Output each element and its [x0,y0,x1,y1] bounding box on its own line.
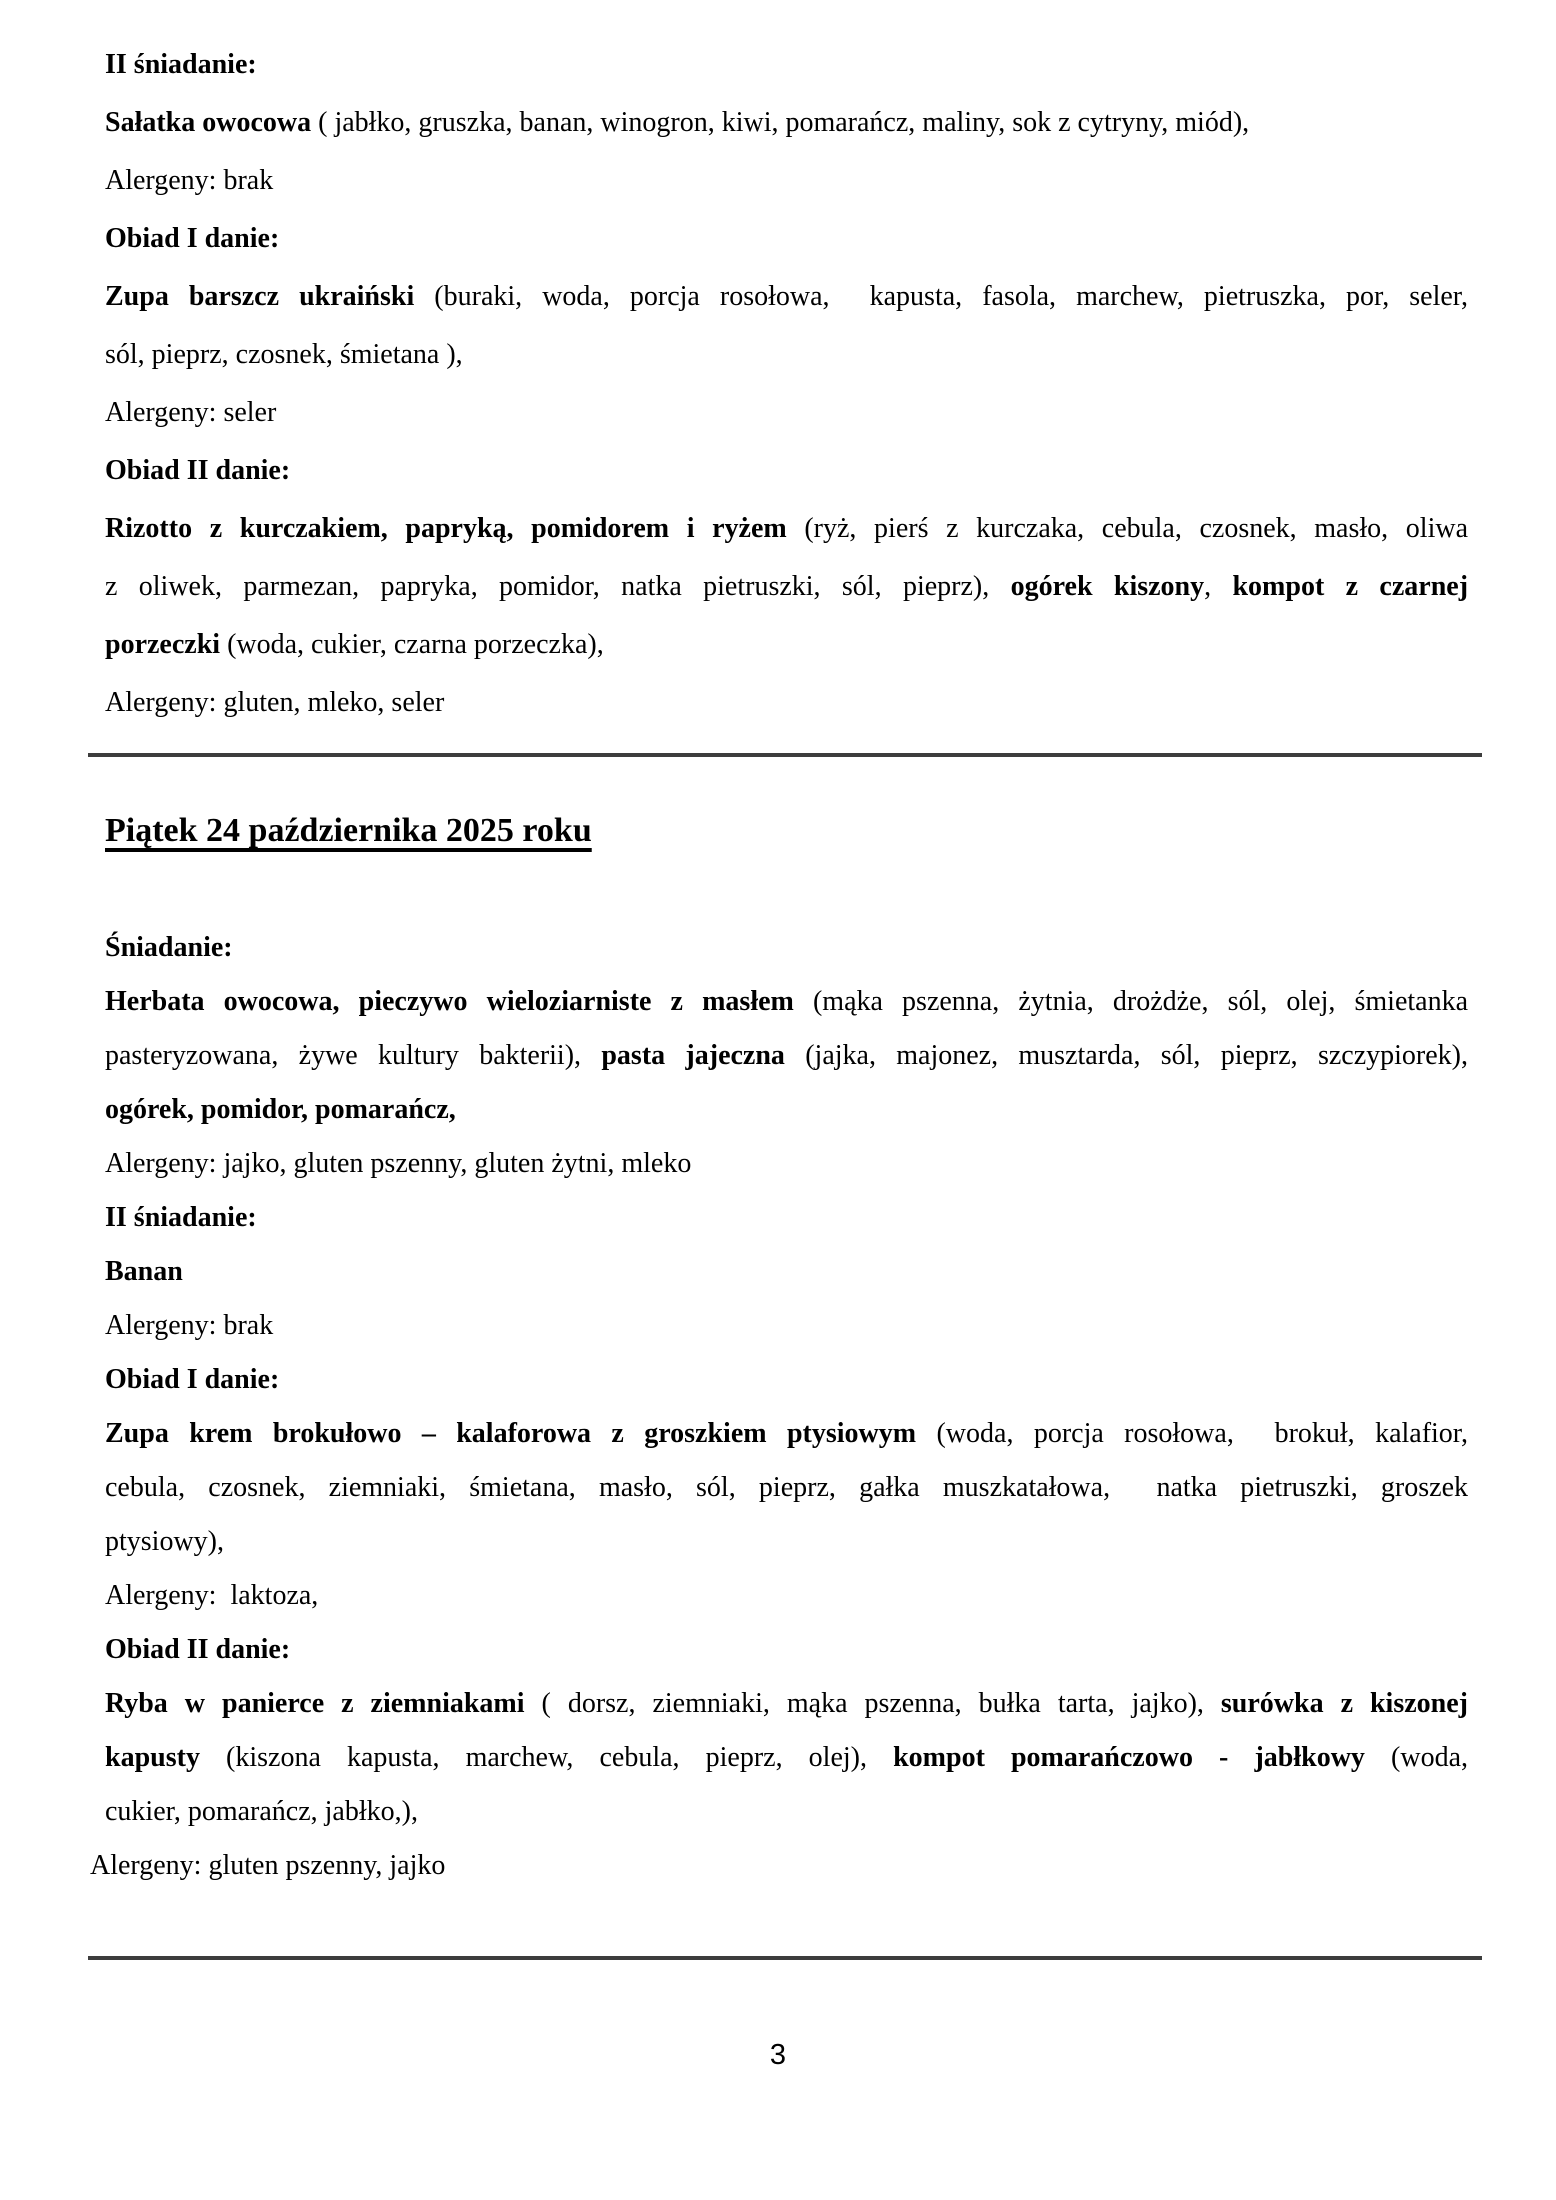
menu-line [105,1137,1468,1191]
menu-line [105,921,1468,975]
menu-line [105,268,1468,326]
text-run: (mąka pszenna, żytnia, drożdże, sól, olej, śmietanka [793,986,1469,1017]
menu-line [105,500,1468,558]
text-run: pasta jajeczna [601,1040,785,1071]
text-run: Obiad II danie: [105,1634,291,1665]
text-run: Banan [105,1256,183,1287]
menu-line [105,1407,1468,1461]
text-run: (jajka, majonez, musztarda, sól, pieprz, szczypiorek), [784,1040,1469,1071]
text-run: Herbata owocowa, pieczywo wieloziarniste z masłem [105,986,794,1017]
menu-line [105,152,1468,210]
text-run: pasteryzowana, żywe kultury bakterii), [105,1040,602,1071]
text-run: Alergeny: jajko, gluten pszenny, gluten żytni, mleko [105,1148,692,1179]
text-run: cukier, pomarańcz, jabłko,), [105,1796,418,1827]
menu-section-previous-day [105,36,1468,732]
text-run: II śniadanie: [105,49,257,80]
text-run: (buraki, woda, porcja rosołowa, kapusta, fasola, marchew, pietruszka, por, seler, [414,281,1469,312]
text-run: surówka z kiszonej [1220,1688,1468,1719]
menu-line [105,616,1468,674]
menu-line [105,1299,1468,1353]
menu-line [105,210,1468,268]
text-run: porzeczki [105,629,221,660]
menu-line [105,1515,1468,1569]
text-run: (woda, cukier, czarna porzeczka), [220,629,604,660]
text-run: Alergeny: gluten, mleko, seler [105,687,445,718]
menu-line [105,1677,1468,1731]
menu-line [105,1191,1468,1245]
menu-line [105,1083,1468,1137]
text-run: Obiad I danie: [105,1364,280,1395]
text-run: (woda, [1364,1742,1469,1773]
menu-line [105,558,1468,616]
text-run: (woda, porcja rosołowa, brokuł, kalafior, [916,1418,1469,1449]
menu-section-friday [90,921,1469,1893]
menu-line [105,1623,1468,1677]
text-run: kompot z czarnej [1232,571,1469,602]
text-run: Alergeny: gluten pszenny, jajko [90,1850,446,1881]
menu-line [105,1029,1468,1083]
text-run: (kiszona kapusta, marchew, cebula, pieprz, olej), [199,1742,894,1773]
menu-line [105,1731,1468,1785]
text-run: ogórek kiszony [1010,571,1205,602]
text-run: ( dorsz, ziemniaki, mąka pszenna, bułka tarta, jajko), [524,1688,1221,1719]
text-run: Sałatka owocowa [105,107,312,138]
menu-line [105,1569,1468,1623]
menu-line [105,674,1468,732]
menu-line [105,326,1468,384]
text-run: z oliwek, parmezan, papryka, pomidor, natka pietruszki, sól, pieprz), [105,571,1011,602]
text-run: Zupa krem brokułowo – kalaforowa z groszkiem ptysiowym [105,1418,917,1449]
menu-line [105,36,1468,94]
section-divider-rule [88,1956,1482,1960]
text-run: , [1204,571,1233,602]
menu-line [105,384,1468,442]
text-run: Obiad II danie: [105,455,291,486]
menu-line [105,442,1468,500]
text-run: kapusty [105,1742,200,1773]
text-run: Alergeny: brak [105,165,274,196]
menu-line [105,1353,1468,1407]
text-run: Alergeny: seler [105,397,277,428]
text-run: Alergeny: laktoza, [105,1580,319,1611]
text-run: sól, pieprz, czosnek, śmietana ), [105,339,463,370]
text-run: ( jabłko, gruszka, banan, winogron, kiwi, pomarańcz, maliny, sok z cytryny, miód), [311,107,1250,138]
text-run: Rizotto z kurczakiem, papryką, pomidorem i ryżem [105,513,787,544]
menu-line [105,94,1468,152]
menu-line [105,975,1468,1029]
page-number: 3 [769,2039,787,2071]
text-run: cebula, czosnek, ziemniaki, śmietana, masło, sól, pieprz, gałka muszkatałowa, natka pietruszki, groszek [105,1472,1468,1503]
section-divider-rule [88,753,1482,757]
text-run: Zupa barszcz ukraiński [105,281,415,312]
text-run: ogórek, pomidor, pomarańcz, [105,1094,456,1125]
text-run: ptysiowy), [105,1526,224,1557]
text-run: Ryba w panierce z ziemniakami [105,1688,525,1719]
text-run: Obiad I danie: [105,223,280,254]
text-run: Alergeny: brak [105,1310,274,1341]
text-run: Śniadanie: [105,932,233,963]
menu-line [105,1461,1468,1515]
text-run: kompot pomarańczowo - jabłkowy [893,1742,1365,1773]
text-run: (ryż, pierś z kurczaka, cebula, czosnek, masło, oliwa [786,513,1468,544]
menu-line [105,1785,1468,1839]
menu-line [90,1839,1468,1893]
menu-line [105,1245,1468,1299]
text-run: II śniadanie: [105,1202,257,1233]
day-heading: Piątek 24 października 2025 roku [105,812,592,849]
